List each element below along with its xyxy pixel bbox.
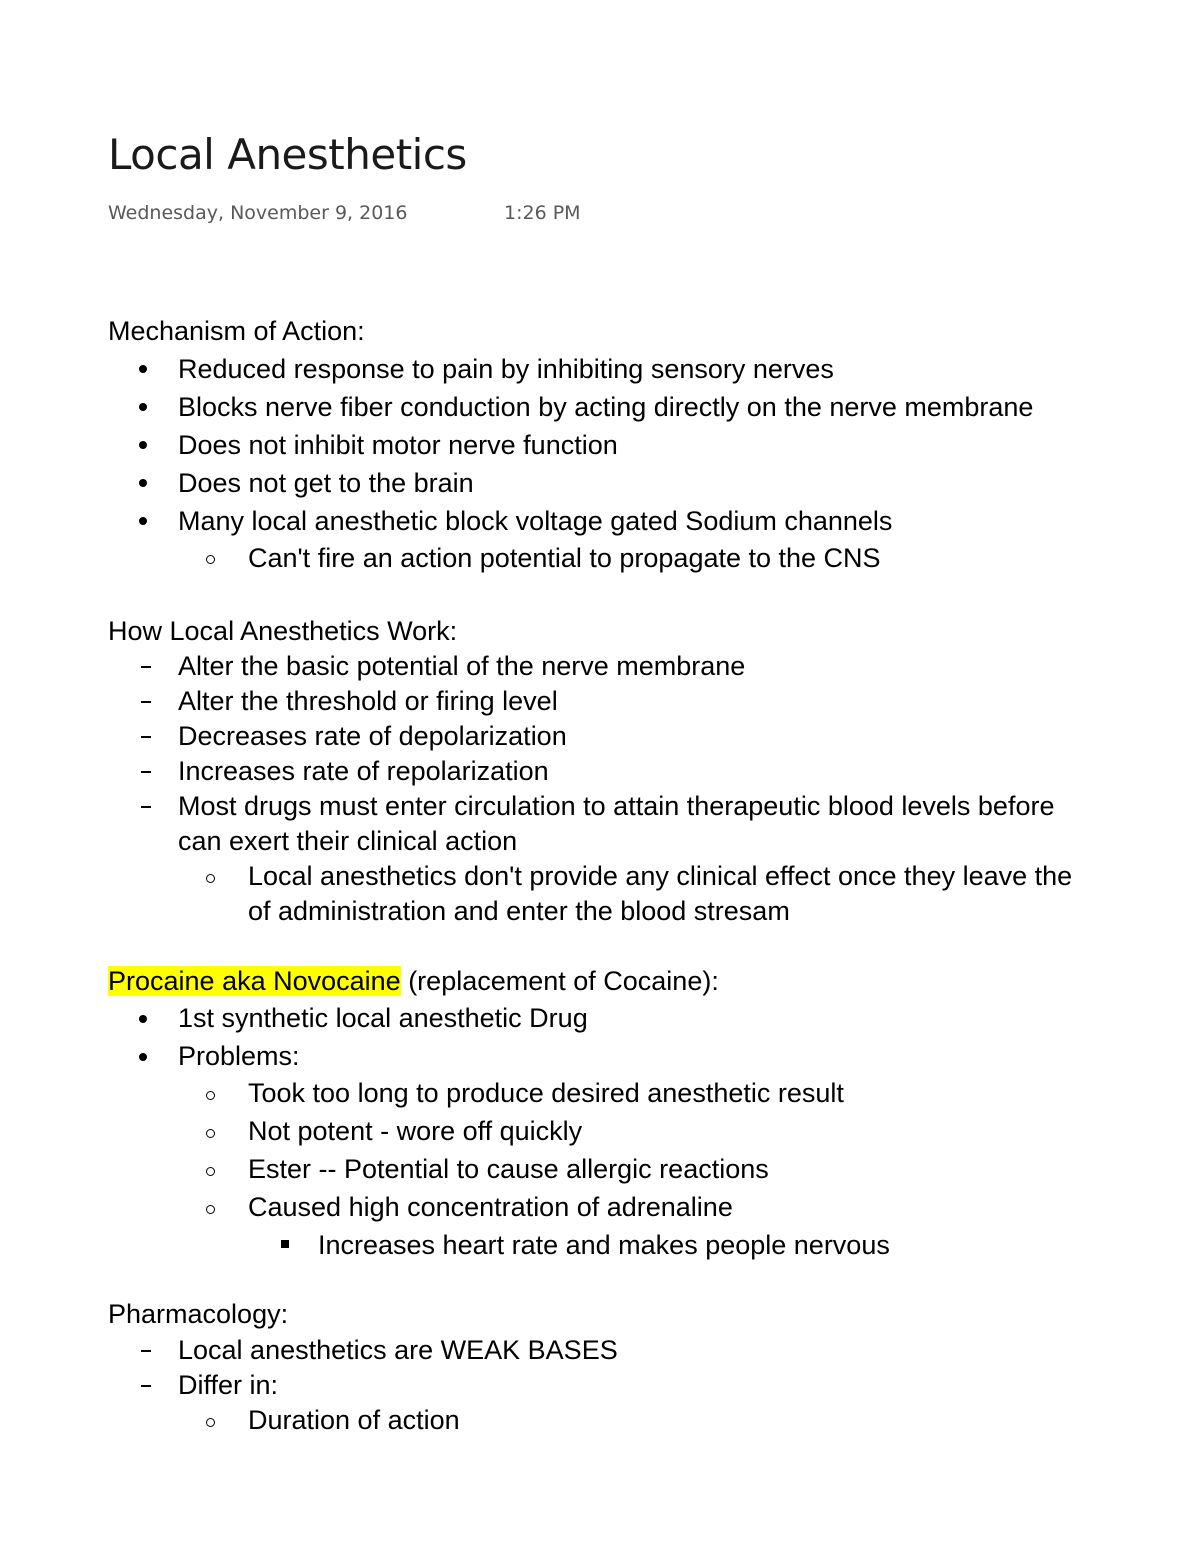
list-item: Alter the threshold or firing level — [178, 686, 558, 716]
list-subitem: Can't fire an action potential to propagate to the CNS — [248, 543, 881, 573]
bullet-dash-icon — [141, 771, 151, 773]
bullet-circle-icon — [206, 1129, 215, 1138]
section-heading-pharmacology: Pharmacology: — [108, 1299, 289, 1329]
bullet-circle-icon — [206, 1091, 215, 1100]
bullet-dash-icon — [141, 701, 151, 703]
list-item: Reduced response to pain by inhibiting sensory nerves — [178, 354, 834, 384]
list-item: Problems: — [178, 1041, 300, 1071]
list-item: Does not inhibit motor nerve function — [178, 430, 618, 460]
list-item: Blocks nerve fiber conduction by acting directly on the nerve membrane — [178, 392, 1034, 422]
bullet-dash-icon — [141, 1385, 151, 1387]
list-subitem-continuation: of administration and enter the blood stresam — [248, 896, 790, 926]
list-subitem: Local anesthetics don't provide any clinical effect once they leave the — [248, 861, 1073, 891]
section-heading-how-work: How Local Anesthetics Work: — [108, 616, 458, 646]
bullet-dot-icon — [139, 1015, 147, 1023]
list-subitem: Duration of action — [248, 1405, 460, 1435]
bullet-dot-icon — [139, 365, 147, 373]
list-item: Many local anesthetic block voltage gated Sodium channels — [178, 506, 893, 536]
list-item: 1st synthetic local anesthetic Drug — [178, 1003, 588, 1033]
list-subitem: Caused high concentration of adrenaline — [248, 1192, 733, 1222]
note-date: Wednesday, November 9, 2016 — [108, 202, 408, 224]
bullet-circle-icon — [206, 1205, 215, 1214]
list-item: Increases rate of repolarization — [178, 756, 549, 786]
heading-text: (replacement of Cocaine): — [400, 966, 719, 996]
note-time: 1:26 PM — [504, 202, 581, 224]
list-subitem: Ester -- Potential to cause allergic reactions — [248, 1154, 769, 1184]
section-heading-procaine — [108, 964, 719, 998]
bullet-dash-icon — [141, 736, 151, 738]
section-heading-mechanism: Mechanism of Action: — [108, 316, 365, 346]
bullet-circle-icon — [206, 555, 215, 564]
bullet-dot-icon — [139, 441, 147, 449]
bullet-dash-icon — [141, 666, 151, 668]
bullet-dot-icon — [139, 517, 147, 525]
bullet-circle-icon — [206, 1167, 215, 1176]
list-item: Differ in: — [178, 1370, 279, 1400]
bullet-dot-icon — [139, 1053, 147, 1061]
bullet-dash-icon — [141, 1350, 151, 1352]
bullet-dot-icon — [139, 403, 147, 411]
list-item-continuation: can exert their clinical action — [178, 826, 518, 856]
highlighted-text: Procaine aka Novocaine — [108, 966, 401, 996]
bullet-circle-icon — [206, 874, 215, 883]
list-subsubitem: Increases heart rate and makes people nervous — [318, 1230, 890, 1260]
list-item: Decreases rate of depolarization — [178, 721, 567, 751]
page-title: Local Anesthetics — [108, 130, 467, 179]
list-subitem: Not potent - wore off quickly — [248, 1116, 583, 1146]
bullet-circle-icon — [206, 1418, 215, 1427]
list-item: Alter the basic potential of the nerve membrane — [178, 651, 746, 681]
list-item: Local anesthetics are WEAK BASES — [178, 1335, 618, 1365]
list-subitem: Took too long to produce desired anesthetic result — [248, 1078, 844, 1108]
bullet-dash-icon — [141, 806, 151, 808]
list-item: Most drugs must enter circulation to attain therapeutic blood levels before — [178, 791, 1055, 821]
bullet-square-icon — [281, 1240, 289, 1248]
bullet-dot-icon — [139, 479, 147, 487]
list-item: Does not get to the brain — [178, 468, 474, 498]
